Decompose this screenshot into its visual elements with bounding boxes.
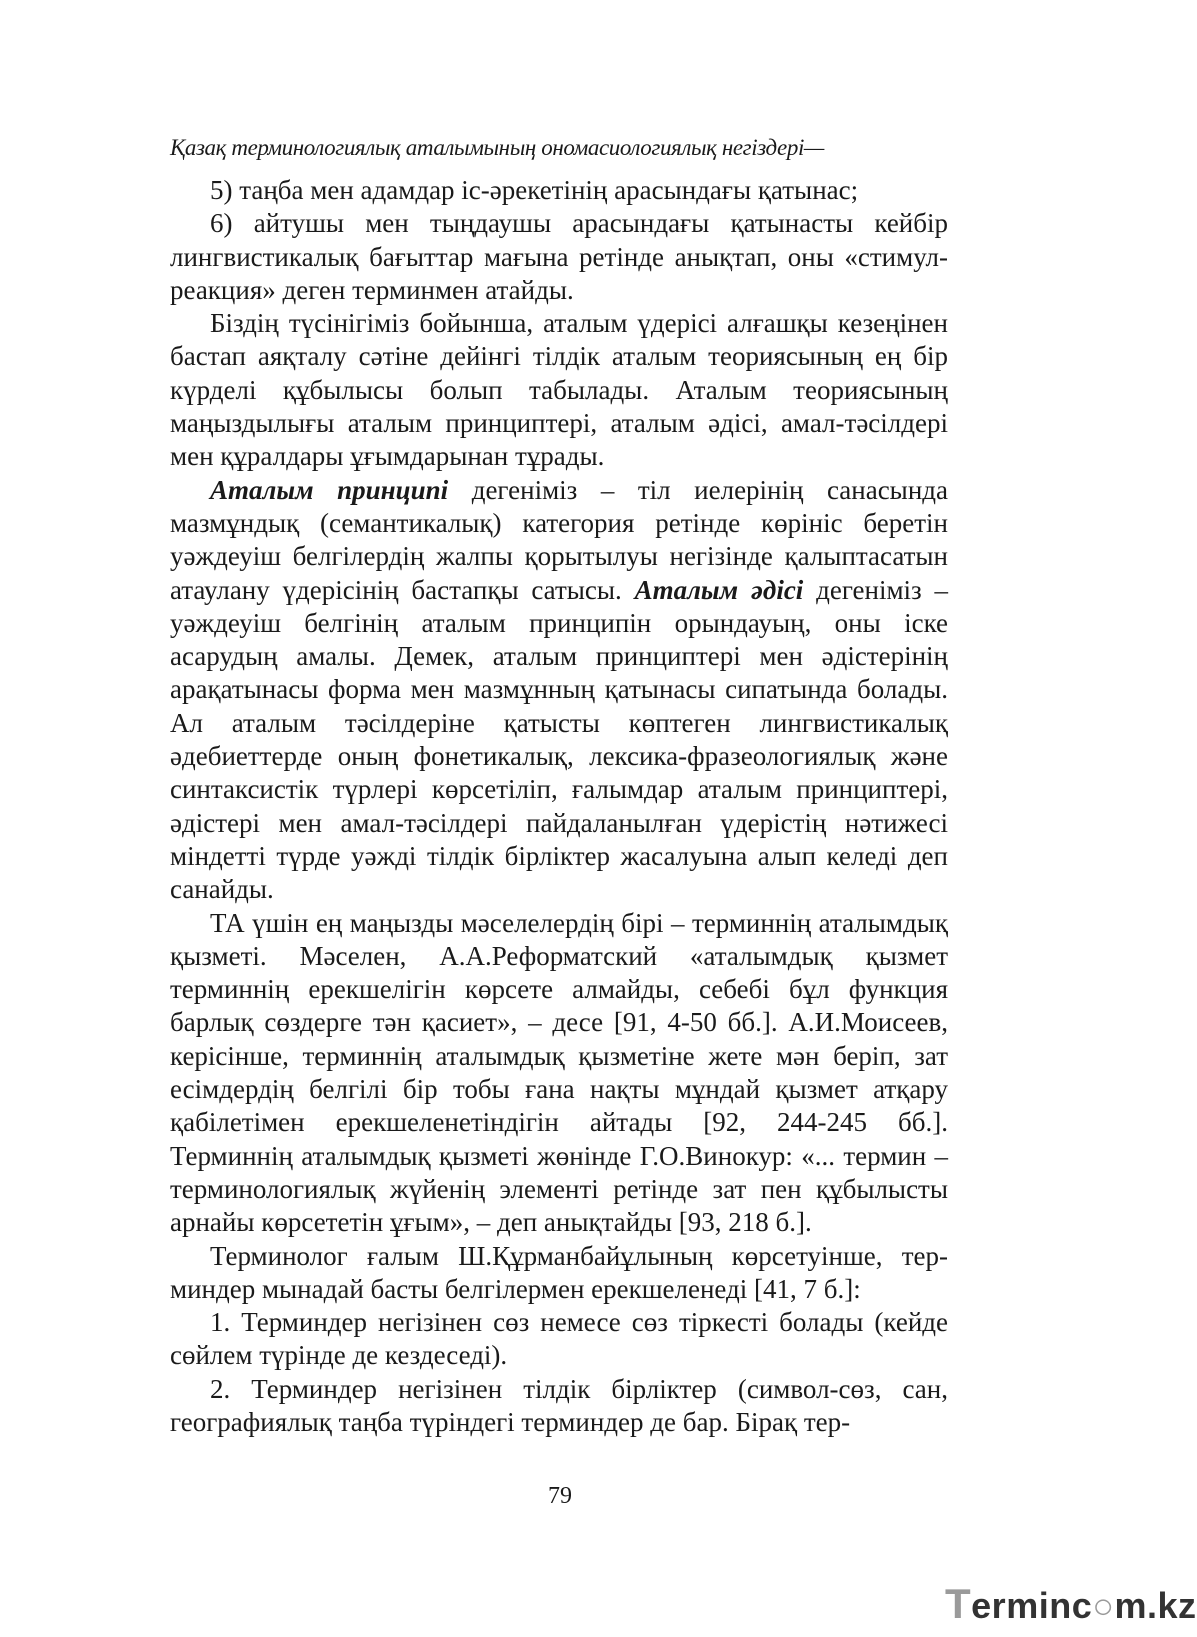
paragraph: 5) таңба мен адамдар іс-әрекетінің арасындағы қатынас; <box>210 175 859 205</box>
watermark-text: m.kz <box>1114 1585 1197 1626</box>
paragraph: 6) айтушы мен тыңдаушы арасындағы қатынасты кейбір лингвистикалық бағыттар мағына ретінде анықтап, оны «стимул-реакция» деген терминмен атайды. <box>170 208 948 305</box>
paragraph-text: дегеніміз – тіл иелерінің санасында мазмұндық (семантикалық) категория ретінде көрініс беретін уәждеуіш белгілердің жалпы қорытылуы негізінде қалыптасатын атаулану үдерісінің бастапқы сатысы. <box>170 474 948 605</box>
running-header: Қазақ терминологиялық аталымының ономасиологиялық негіздері— <box>170 135 824 160</box>
paragraph: 1. Терминдер негізінен сөз немесе сөз тіркесті болады (кейде сөйлем түрінде де кездеседі). <box>170 1307 948 1371</box>
watermark-text: erminc <box>971 1585 1093 1626</box>
paragraph: Терминолог ғалым Ш.Құрманбайұлының көрсетуінше, терминдер мынадай басты белгілермен ерекшеленеді [41, 7 б.]: <box>170 1240 948 1304</box>
paragraph <box>170 474 948 907</box>
page-number: 79 <box>548 1483 572 1509</box>
paragraph-text: дегеніміз – уәждеуіш белгінің аталым принципін орындауың, оны іске асарудың амалы. Демек, аталым принциптері мен әдістерінің арақатынасы форма мен мазмұнның қатынасы сипатында болады. Ал аталым тәсілдеріне қатысты көптеген лингвистикалық әдебиеттерде оның фонетикалық, лексика-фразеологиялық және синтаксистік түрлері көрсетіліп, ғалымдар аталым принциптері, әдістері мен амал-тәсілдері пайдаланылған үдерістің нәтижесі міндетті түрде уәжді тілдік бірліктер жасалуына алып келеді деп санайды. <box>170 574 948 905</box>
term-bold-italic: Аталым принципі <box>210 474 449 505</box>
paragraph: ТА үшін ең маңызды мәселелердің бірі – терминнің аталымдық қызметі. Мәселен, А.А.Реформатский «аталымдық қызмет терминнің ерекшелігін көрсете алмайды, себебі бұл функция барлық сөздерге тән қасиет», – десе [91, 4-50 бб.]. А.И.Моисеев, керісінше, терминнің аталымдық қызметіне жете мән беріп, зат есімдердің белгілі бір тобы ғана нақты мұндай қызмет атқару қабілетімен ерекшеленетіндігін айтады [92, 244-245 бб.]. Терминнің аталымдық қызметі жөнінде Г.О.Винокур: «... термин – терминологиялық жүйенің элементі ретінде зат пен құбылысты арнайы көрсететін ұғым», – деп анықтайды [93, 218 б.]. <box>170 907 948 1238</box>
paragraph: 2. Терминдер негізінен тілдік бірліктер (символ-сөз, сан, географиялық таңба түріндегі терминдер де бар. Бірақ тер- <box>170 1373 948 1437</box>
watermark-circle-icon: ○ <box>1092 1585 1115 1626</box>
watermark-logo <box>945 1580 1197 1628</box>
term-bold-italic: Аталым әдісі <box>634 574 804 605</box>
paragraph: Біздің түсінігіміз бойынша, аталым үдерісі алғашқы кезеңінен бастап аяқталу сәтіне дейінгі тілдік аталым теориясының ең бір күрделі құбылысы болып табылады. Аталым теориясының маңыздылығы аталым принциптері, аталым әдісі, амал-тәсілдері мен құралдары ұғымдарынан тұрады. <box>170 308 948 472</box>
body-text <box>170 174 948 1439</box>
watermark-letter: T <box>945 1580 972 1627</box>
